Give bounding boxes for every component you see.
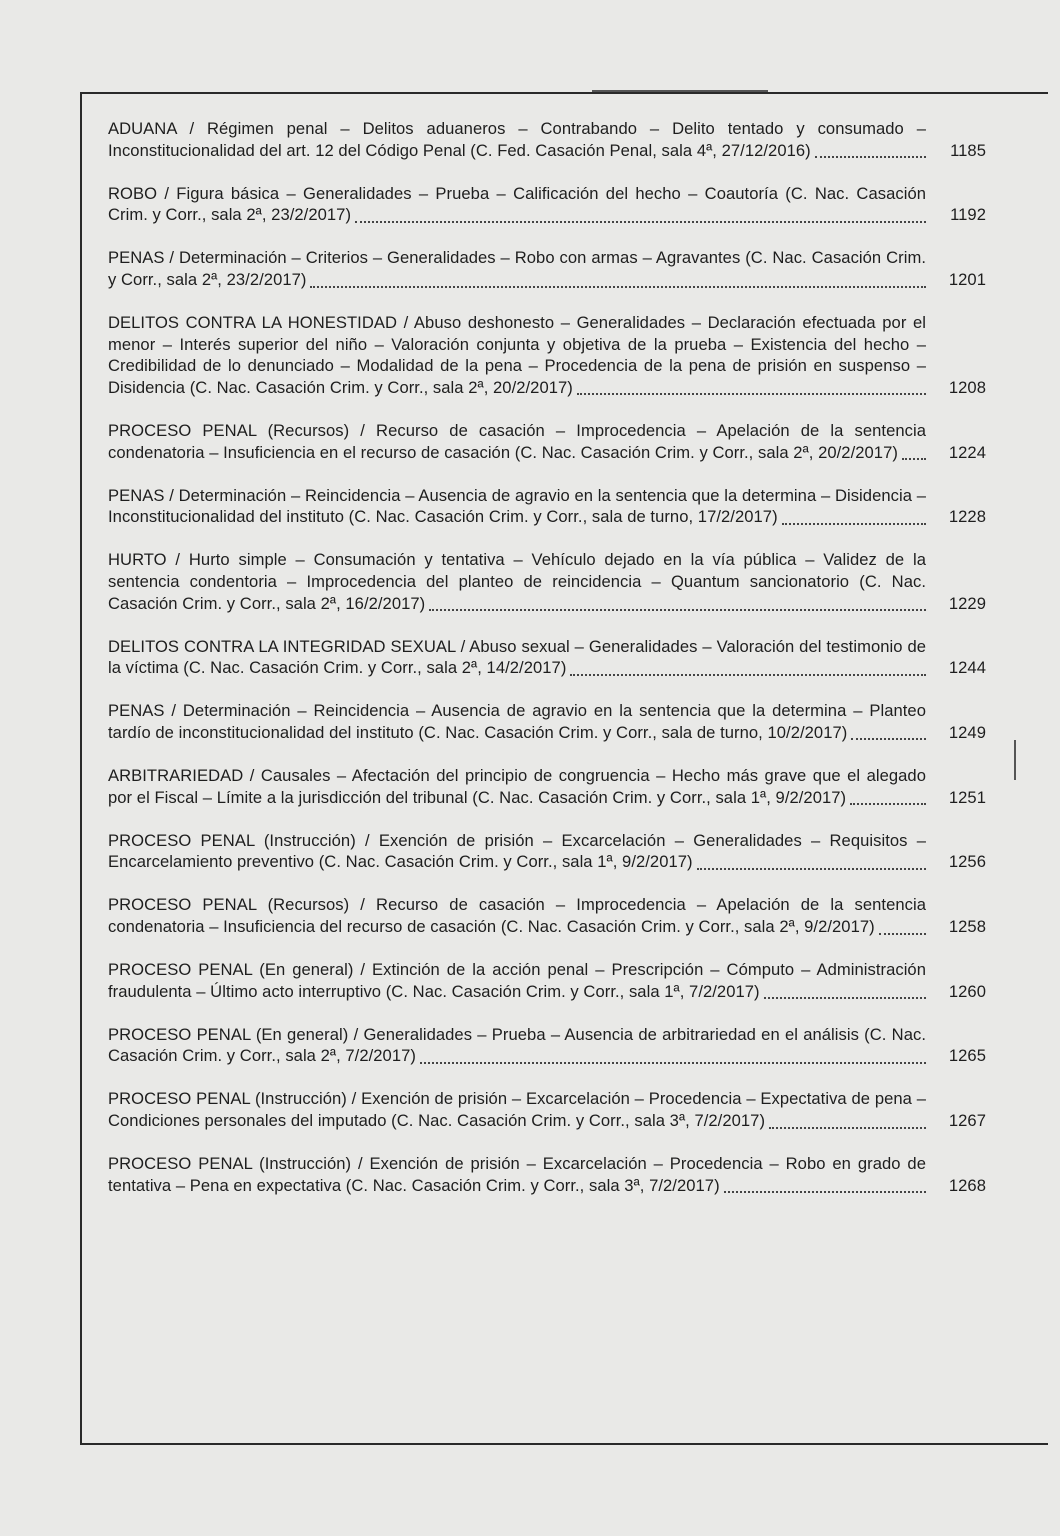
- entry-text: PENAS / Determinación – Criterios – Generalidades – Robo con armas – Agravantes (C. Nac. Casación Crim. y Corr., sala 2ª, 23/2/2017): [108, 248, 926, 289]
- entry-page: 1228: [930, 506, 986, 528]
- index-entry: [108, 247, 986, 290]
- dot-leader: [850, 801, 926, 805]
- index-entry: [108, 420, 986, 463]
- index-entry: [108, 959, 986, 1002]
- entry-text: PROCESO PENAL (Instrucción) / Exención de prisión – Excarcelación – Procedencia – Expectativa de pena – Condiciones personales del imputado (C. Nac. Casación Crim. y Corr., sala 3ª, 7/2/2017): [108, 1089, 926, 1130]
- entry-page: 1224: [930, 442, 986, 464]
- scan-mark-top: [592, 90, 768, 92]
- entry-page: 1267: [930, 1110, 986, 1132]
- index-entry: [108, 700, 986, 743]
- entry-page: 1201: [930, 269, 986, 291]
- dot-leader: [879, 931, 926, 935]
- entry-text: ROBO / Figura básica – Generalidades – Prueba – Calificación del hecho – Coautoría (C. Nac. Casación Crim. y Corr., sala 2ª, 23/2/2017): [108, 183, 926, 225]
- index-entry: [108, 830, 986, 873]
- index-entry: [108, 485, 986, 528]
- entry-text: PROCESO PENAL (En general) / Extinción de la acción penal – Prescripción – Cómputo – Administración fraudulenta – Último acto interruptivo (C. Nac. Casación Crim. y Corr., sala 1ª, 7/2/2017): [108, 960, 926, 1001]
- entry-text: HURTO / Hurto simple – Consumación y tentativa – Vehículo dejado en la vía pública – Validez de la sentencia condentoria – Improcedencia del planteo de reincidencia – Quantum sancionatorio (C. Nac. Casación Crim. y Corr., sala 2ª, 16/2/2017): [108, 550, 926, 613]
- entry-page: 1192: [930, 204, 986, 226]
- index-entry: [108, 1153, 986, 1196]
- entry-text: PROCESO PENAL (Recursos) / Recurso de casación – Improcedencia – Apelación de la sentencia condenatoria – Insuficiencia del recurso de casación (C. Nac. Casación Crim. y Corr., sala 2ª, 9/2/2017): [108, 895, 926, 936]
- entry-text: PROCESO PENAL (En general) / Generalidades – Prueba – Ausencia de arbitrariedad en el análisis (C. Nac. Casación Crim. y Corr., sala 2ª, 7/2/2017): [108, 1024, 926, 1066]
- dot-leader: [697, 866, 926, 870]
- entry-text: PROCESO PENAL (Instrucción) / Exención de prisión – Excarcelación – Procedencia – Robo en grado de tentativa – Pena en expectativa (C. Nac. Casación Crim. y Corr., sala 3ª, 7/2/2017): [108, 1154, 926, 1195]
- entry-text: DELITOS CONTRA LA HONESTIDAD / Abuso deshonesto – Generalidades – Declaración efectuada por el menor – Interés superior del niño – Valoración conjunta y objetiva de la prueba – Existencia del hecho – Credibilidad de lo denunciado – Modalidad de la pena – Procedencia de la pena de prisión en suspenso – Disidencia (C. Nac. Casación Crim. y Corr., sala 2ª, 20/2/2017): [108, 313, 926, 397]
- dot-leader: [769, 1125, 926, 1129]
- entry-page: 1249: [930, 722, 986, 744]
- dot-leader: [902, 456, 926, 460]
- entry-page: 1244: [930, 657, 986, 679]
- entry-page: 1185: [930, 140, 986, 162]
- entry-text: PENAS / Determinación – Reincidencia – Ausencia de agravio en la sentencia que la determina – Disidencia – Inconstitucionalidad del instituto (C. Nac. Casación Crim. y Corr., sala de turno, 17/2/2017): [108, 485, 926, 527]
- index-entry: [108, 118, 986, 161]
- entry-text: PENAS / Determinación – Reincidencia – Ausencia de agravio en la sentencia que la determina – Planteo tardío de inconstitucionalidad del instituto (C. Nac. Casación Crim. y Corr., sala de turno, 10/2/2017): [108, 701, 926, 742]
- entry-text: ARBITRARIEDAD / Causales – Afectación del principio de congruencia – Hecho más grave que el alegado por el Fiscal – Límite a la jurisdicción del tribunal (C. Nac. Casación Crim. y Corr., sala 1ª, 9/2/2017): [108, 765, 926, 807]
- dot-leader: [310, 284, 926, 288]
- entry-text: ADUANA / Régimen penal – Delitos aduaneros – Contrabando – Delito tentado y consumado – Inconstitucionalidad del art. 12 del Código Penal (C. Fed. Casación Penal, sala 4ª, 27/12/2016): [108, 119, 926, 160]
- entry-page: 1268: [930, 1175, 986, 1197]
- entry-page: 1258: [930, 916, 986, 938]
- entry-text: PROCESO PENAL (Instrucción) / Exención de prisión – Excarcelación – Generalidades – Requisitos – Encarcelamiento preventivo (C. Nac. Casación Crim. y Corr., sala 1ª, 9/2/2017): [108, 830, 926, 872]
- dot-leader: [782, 521, 926, 525]
- entry-page: 1256: [930, 851, 986, 873]
- entry-page: 1229: [930, 593, 986, 615]
- index-entry: [108, 636, 986, 679]
- dot-leader: [429, 607, 926, 611]
- scan-mark-right: [1014, 740, 1016, 780]
- index-entry: [108, 1024, 986, 1067]
- dot-leader: [570, 672, 926, 676]
- dot-leader: [355, 219, 926, 223]
- index-entry: [108, 765, 986, 808]
- dot-leader: [577, 391, 926, 395]
- index-entry: [108, 894, 986, 937]
- entry-page: 1208: [930, 377, 986, 399]
- entry-page: 1265: [930, 1045, 986, 1067]
- dot-leader: [815, 154, 926, 158]
- index-list: [108, 118, 986, 1218]
- dot-leader: [724, 1189, 926, 1193]
- index-entry: [108, 549, 986, 614]
- dot-leader: [420, 1060, 926, 1064]
- dot-leader: [764, 995, 926, 999]
- dot-leader: [851, 736, 926, 740]
- entry-page: 1260: [930, 981, 986, 1003]
- entry-text: PROCESO PENAL (Recursos) / Recurso de casación – Improcedencia – Apelación de la sentencia condenatoria – Insuficiencia en el recurso de casación (C. Nac. Casación Crim. y Corr., sala 2ª, 20/2/2017): [108, 420, 926, 462]
- index-entry: [108, 1088, 986, 1131]
- index-entry: [108, 183, 986, 226]
- entry-text: DELITOS CONTRA LA INTEGRIDAD SEXUAL / Abuso sexual – Generalidades – Valoración del testimonio de la víctima (C. Nac. Casación Crim. y Corr., sala 2ª, 14/2/2017): [108, 636, 926, 678]
- entry-page: 1251: [930, 787, 986, 809]
- index-entry: [108, 312, 986, 398]
